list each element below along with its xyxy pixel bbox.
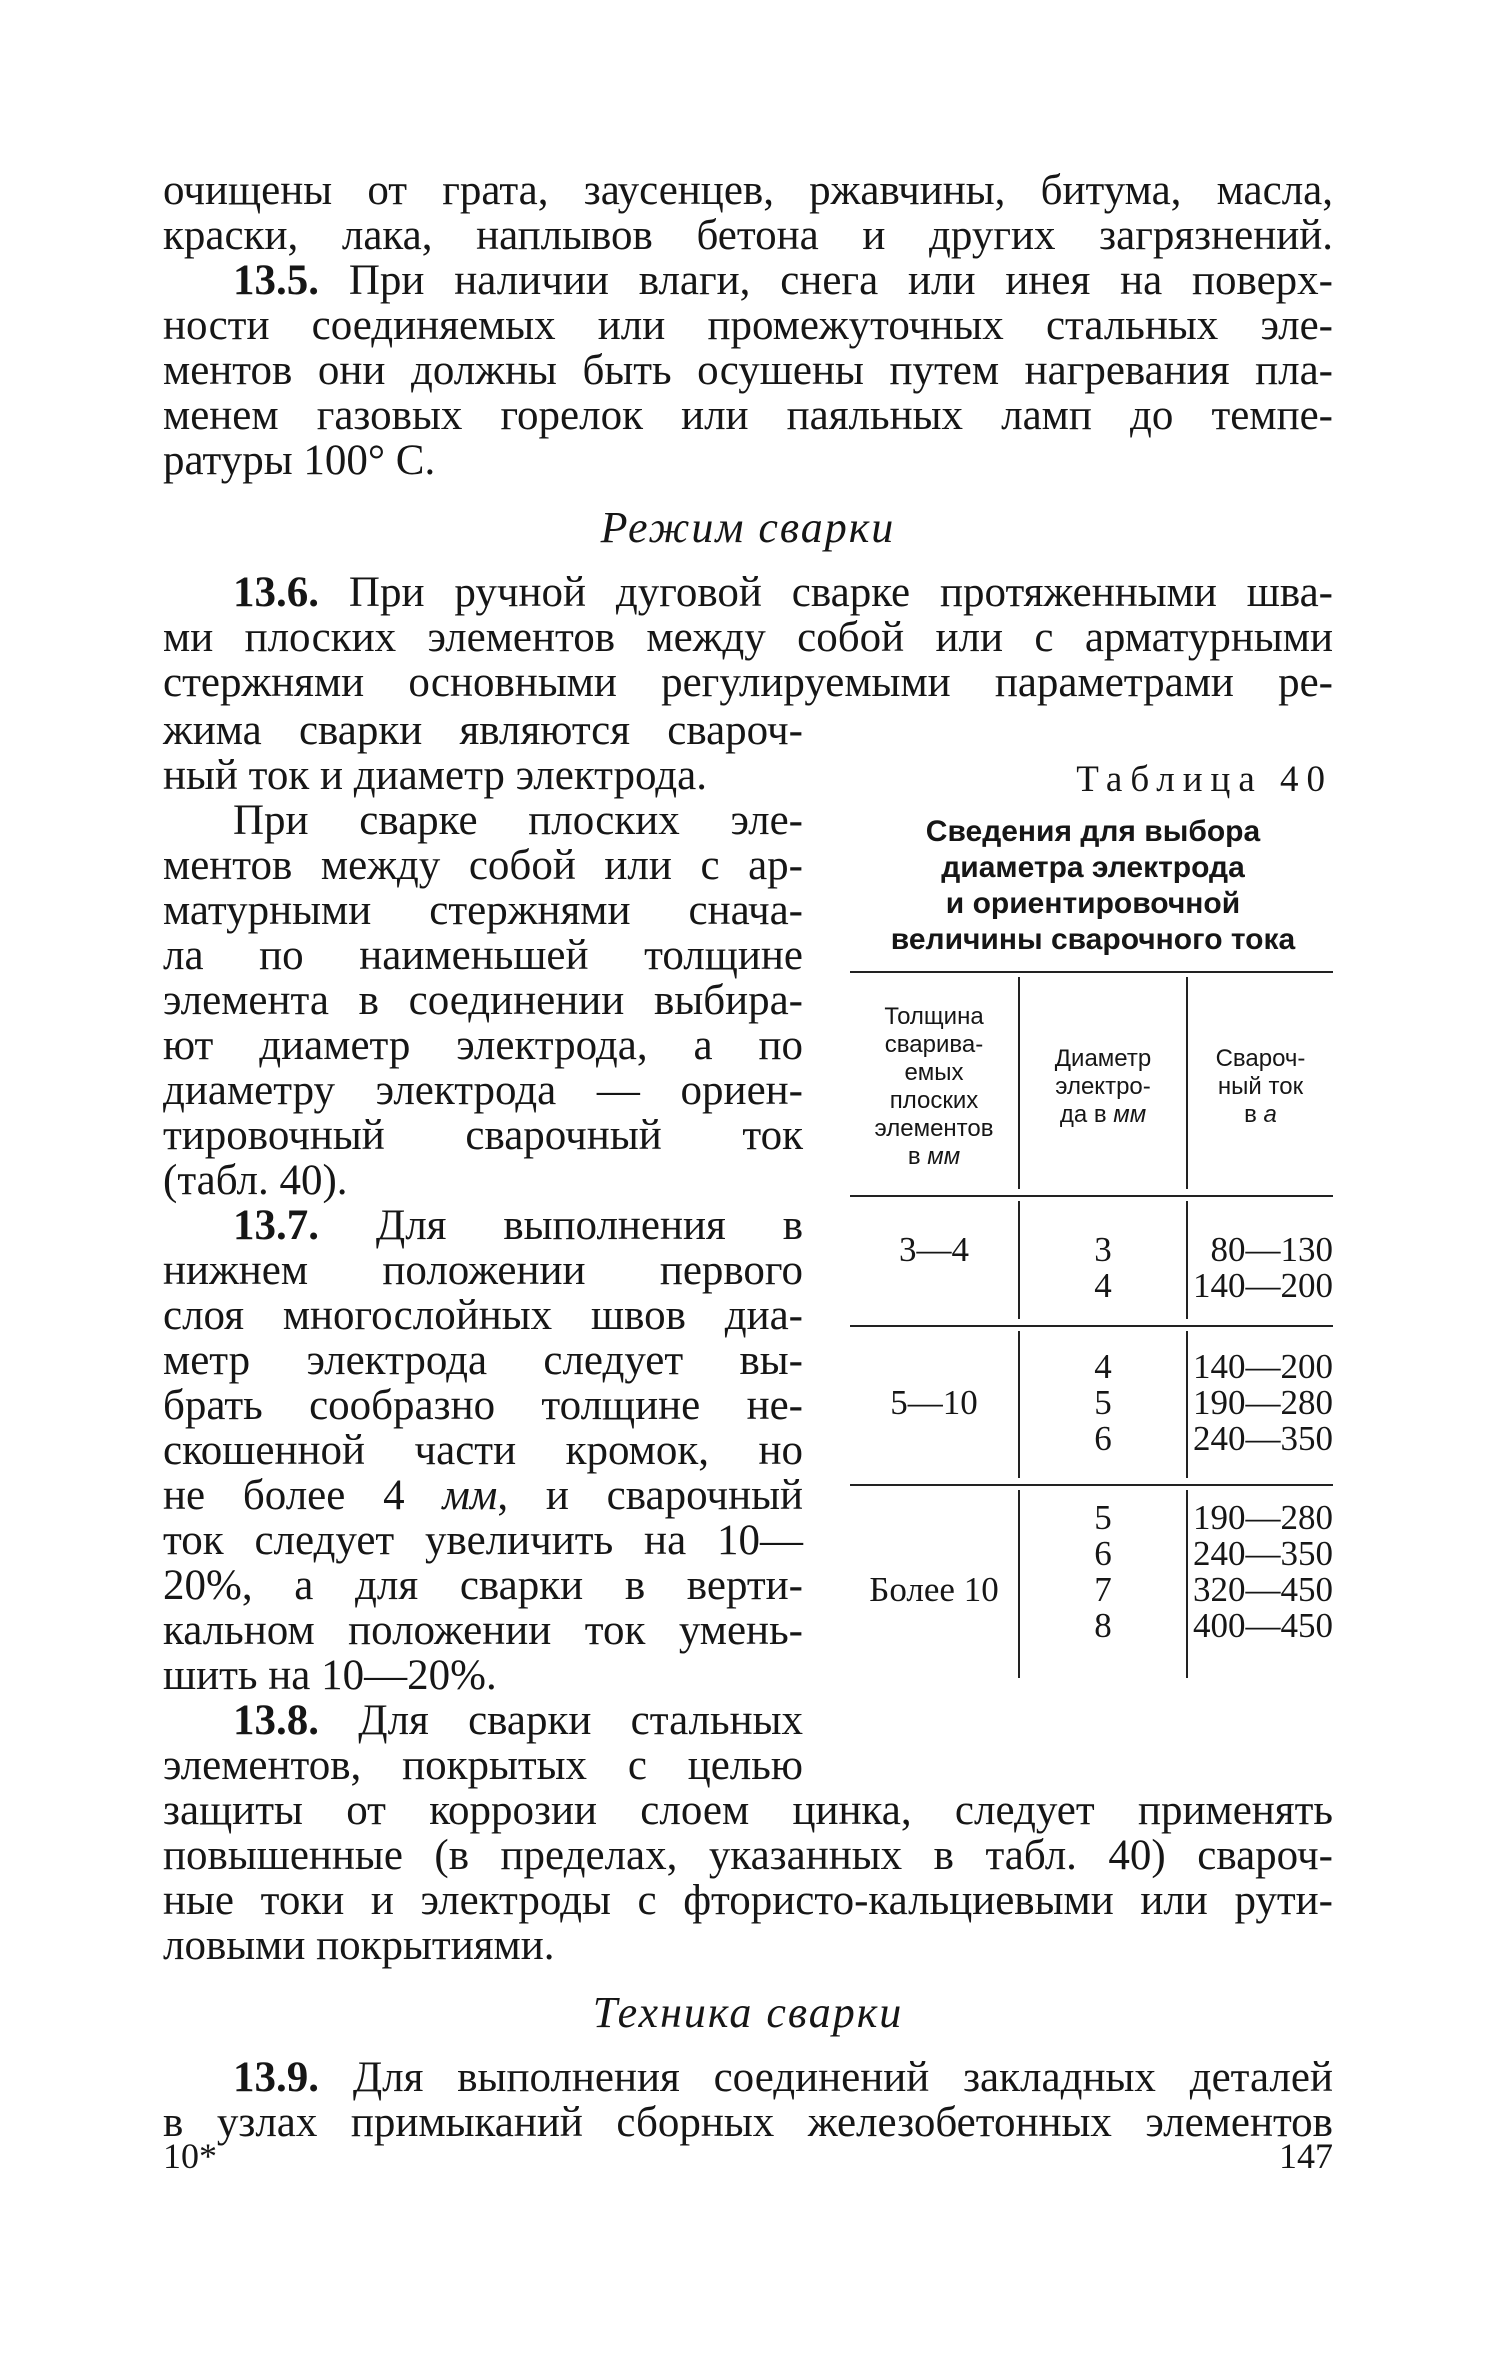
text-line: 20%, а для сварки в верти- [163,1562,803,1609]
unit-a: а [1263,1101,1277,1128]
text-line: краски, лака, наплывов бетона и других загрязнений. [163,212,1333,259]
table-row-rule [850,1484,1333,1486]
table-cell-value: 6 [1094,1534,1112,1573]
text-line: брать сообразно толщине не- [163,1382,803,1429]
table-column-rule [1186,1490,1188,1678]
table-cell-value: 80—130 [1210,1230,1333,1269]
table-title-line: и ориентировочной [945,887,1241,920]
paragraph-number: 13.8. [233,1697,319,1744]
signature-mark: 10* [163,2136,217,2176]
table-cell-value: 3 [1094,1230,1112,1269]
header-line [1020,1101,1186,1129]
text-line: ловыми покрытиями. [163,1922,555,1969]
text-block-left-column [163,708,803,1788]
paragraph-13-6-first-line [163,570,1333,615]
paragraph-13-9-first-line [163,2055,1333,2100]
text-line: нижнем положении первого [163,1247,803,1294]
table-title-line: диаметра электрода [941,851,1245,884]
text-line: ют диаметр электрода, а по [163,1022,803,1069]
table-cell-value: 8 [1094,1606,1112,1645]
text-line: шить на 10—20%. [163,1652,497,1699]
paragraph-number: 13.6. [233,569,319,616]
header-line: сварива- [884,1031,984,1058]
table-cell-value: 140—200 [1193,1347,1333,1386]
text-fragment: Для выполнения в [375,1202,803,1249]
text-line: ные токи и электроды с фтористо-кальциевыми или рути- [163,1877,1333,1924]
text-line: жима сварки являются свароч- [163,707,803,754]
text-line: ми плоских элементов между собой или с арматурными [163,614,1333,661]
header-line [1188,1101,1333,1129]
table-row-rule [850,1325,1333,1327]
table-cell-value: 400—450 [1193,1606,1333,1645]
text-line: ный ток и диаметр электрода. [163,752,707,799]
text-line: ности соединяемых или промежуточных стальных эле- [163,302,1333,349]
text-line: ток следует увеличить на 10— [163,1517,803,1564]
text-line: скошенной части кромок, но [163,1427,803,1474]
text-line: матурными стержнями снача- [163,887,803,934]
table-header-diameter [1020,1045,1186,1129]
table-cell-value: 4 [1094,1347,1112,1386]
table-column-rule [1186,1331,1188,1478]
paragraph-13-5-first-line [163,258,1333,303]
text-line: стержнями основными регулируемыми параметрами ре- [163,659,1333,706]
table-header-current [1188,1045,1333,1129]
text-fragment: не более 4 [163,1472,443,1519]
text-line: повышенные (в пределах, указанных в табл. 40) свароч- [163,1832,1333,1879]
header-line: Диаметр [1054,1045,1152,1072]
table-title-line: величины сварочного тока [890,923,1296,956]
text-line: При сварке плоских эле- [233,797,803,844]
header-line: Толщина [884,1003,984,1030]
section-heading-welding-mode: Режим сварки [600,503,896,552]
table-row-2-thickness: 5—10 [890,1383,978,1422]
text-block-top [163,168,1333,705]
text-line: элементов, покрытых с целью [163,1742,803,1789]
table-header-thickness [850,1003,1018,1171]
section-heading-welding-technique: Техника сварки [592,1988,904,2037]
text-line: ратуры 100° С. [163,437,436,484]
text-fragment: Для сварки стальных [358,1697,804,1744]
table-cell-value: 7 [1094,1570,1112,1609]
paragraph-number: 13.9. [233,2054,319,2101]
unit-mm: мм [442,1472,498,1519]
table-row-2-currents [1190,1349,1333,1457]
table-cell-value: 5 [1094,1498,1112,1537]
table-row-3-currents [1190,1500,1333,1644]
table-cell-value: 190—280 [1193,1383,1333,1422]
text-line: ла по наименьшей толщине [163,932,803,979]
table-cell-value: 240—350 [1193,1419,1333,1458]
table-title-line: Сведения для выбора [925,815,1261,848]
text-line: метр электрода следует вы- [163,1337,803,1384]
text-line: ментов между собой или с ар- [163,842,803,889]
table-column-rule [1186,1201,1188,1319]
text-fragment: Для выполнения соединений закладных деталей [352,2054,1333,2101]
text-line: (табл. 40). [163,1157,348,1204]
table-cell-value: 240—350 [1193,1534,1333,1573]
text-line [163,1473,803,1518]
paragraph-number: 13.5. [233,257,319,304]
table-top-rule [850,971,1333,973]
header-line: электро- [1055,1073,1151,1100]
text-block-bottom [163,1788,1333,2145]
unit-mm: мм [1113,1101,1147,1128]
text-line: в узлах примыканий сборных железобетонных элементов [163,2099,1333,2146]
header-fragment: да в [1059,1101,1114,1128]
table-header-rule [850,1195,1333,1197]
paragraph-number: 13.7. [233,1202,319,1249]
text-fragment: При ручной дуговой сварке протяженными шва- [348,569,1333,616]
text-line: слоя многослойных швов диа- [163,1292,803,1339]
header-fragment: в [1244,1101,1264,1128]
text-line: кальном положении ток умень- [163,1607,803,1654]
header-line: плоских [889,1087,979,1114]
header-line: Свароч- [1215,1045,1306,1072]
page-number: 147 [1279,2136,1333,2176]
table-caption: Таблица 40 [1076,759,1333,800]
text-line: тировочный сварочный ток [163,1112,803,1159]
table-row-3-thickness: Более 10 [869,1570,999,1609]
text-line: ментов они должны быть осушены путем нагревания пла- [163,347,1333,394]
table-row-2-diameters [1020,1349,1186,1457]
header-line [850,1143,1018,1171]
text-fragment: , и сварочный [497,1472,803,1519]
text-line: защиты от коррозии слоем цинка, следует применять [163,1787,1333,1834]
header-fragment: в [907,1143,928,1170]
header-line: элементов [874,1115,994,1142]
paragraph-13-7-first-line [163,1203,803,1248]
text-line: элемента в соединении выбира- [163,977,803,1024]
table-cell-value: 4 [1094,1266,1112,1305]
table-title [853,814,1333,958]
text-line: диаметру электрода — ориен- [163,1067,803,1114]
header-line: ный ток [1217,1073,1304,1100]
table-row-1-thickness: 3—4 [899,1230,969,1269]
table-row-1-currents [1190,1232,1333,1304]
text-line: очищены от грата, заусенцев, ржавчины, битума, масла, [163,167,1333,214]
unit-mm: мм [927,1143,961,1170]
header-line: емых [904,1059,964,1086]
table-cell-value: 140—200 [1193,1266,1333,1305]
table-cell-value: 6 [1094,1419,1112,1458]
table-row-1-diameters [1020,1232,1186,1304]
table-row-3-diameters [1020,1500,1186,1644]
text-line: менем газовых горелок или паяльных ламп до темпе- [163,392,1333,439]
table-cell-value: 320—450 [1193,1570,1333,1609]
table-cell-value: 5 [1094,1383,1112,1422]
text-fragment: При наличии влаги, снега или инея на поверх- [348,257,1333,304]
paragraph-13-8-first-line [163,1698,803,1743]
table-cell-value: 190—280 [1193,1498,1333,1537]
